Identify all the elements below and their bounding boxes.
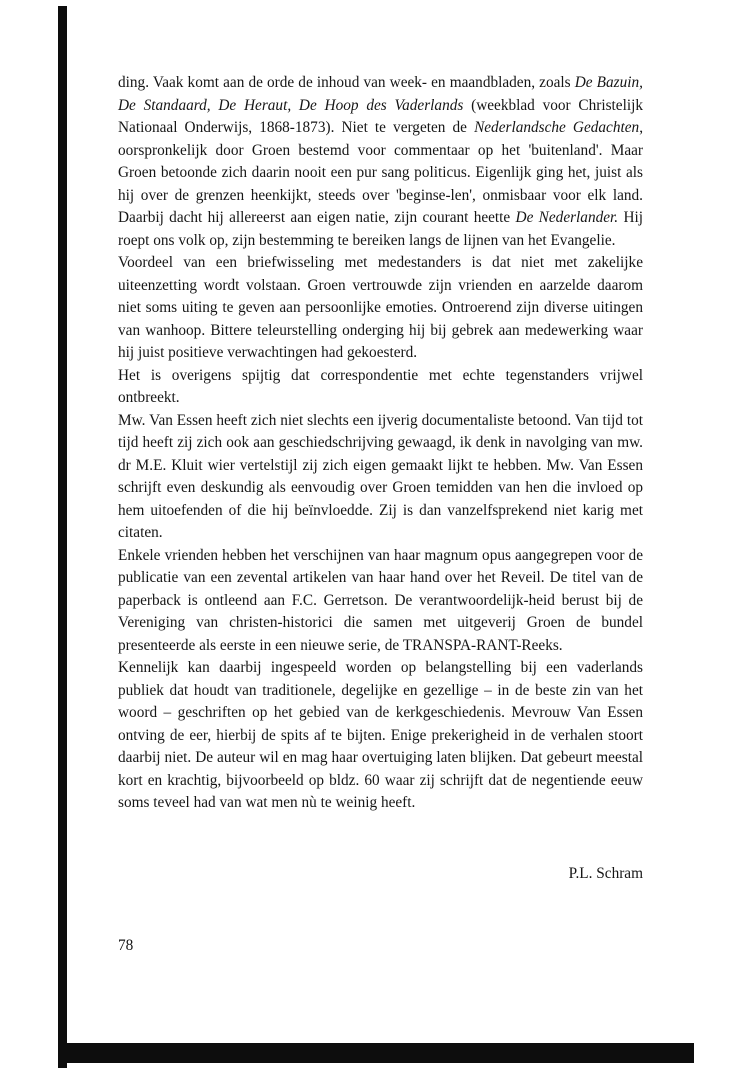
text-run: (weekblad voor Christelijk Nationaal Onderwijs, 1868-1873). Niet te vergeten de xyxy=(118,96,643,136)
paragraph xyxy=(118,365,643,410)
italic-title: Nederlandsche Gedachten xyxy=(474,119,640,136)
text-run: , oorspronkelijk door Groen bestemd voor commentaar op het 'buitenland'. Maar Groen betoonde zich daarin nooit een pur sang politicus. Eigenlijk ging het, juist als hij over de grenzen heenkijkt, steeds over 'beginse-len', onmisbaar voor elk land. Daarbij dacht hij allereerst aan eigen natie, zijn courant heette xyxy=(118,119,644,226)
paragraph xyxy=(118,657,643,815)
text-run: Enkele vrienden hebben het verschijnen van haar magnum opus aangegrepen voor de publicatie van een zevental artikelen van haar hand over het Reveil. De titel van de paperback is ontleend aan F.C. Gerretson. De verantwoordelijk-heid berust bij de Vereniging van christen-historici die samen met uitgeverij Groen de bundel presenteerde als eerste in een nieuwe serie, de TRANSPA-RANT-Reeks. xyxy=(118,546,643,654)
paragraph xyxy=(118,410,643,545)
text-run: Kennelijk kan daarbij ingespeeld worden op belangstelling bij een vaderlands publiek dat houdt van traditionele, degelijke en gezellige – in de beste zin van het woord – geschriften op het gebied van de kerkgeschiedenis. Mevrouw Van Essen ontving de eer, hierbij de spits af te bijten. Enige prekerigheid in de verhalen stoort daarbij niet. De auteur wil en mag haar overtuiging laten blijken. Dat gebeurt meestal kort en krachtig, bijvoorbeeld op bldz. 60 waar zij schrijft dat de negentiende eeuw soms teveel had van wat men nù te weinig heeft. xyxy=(118,659,643,811)
text-run: Voordeel van een briefwisseling met medestanders is dat niet met zakelijke uiteenzetting wordt volstaan. Groen vertrouwde zijn vrienden en aarzelde daarom niet soms uiting te geven aan persoonlijke emoties. Ontroerend zijn diverse uitingen van wanhoop. Bittere teleurstelling onderging hij bij gebrek aan medewerking waar hij juist positieve verwachtingen had gekoesterd. xyxy=(118,254,643,361)
italic-title: De Bazuin, De Standaard, De Heraut, De Hoop des Vaderlands xyxy=(118,74,644,114)
italic-title: De Nederlander. xyxy=(515,209,619,226)
scan-border-bottom xyxy=(58,1043,694,1063)
text-run: ding. Vaak komt aan de orde de inhoud van week- en maandbladen, zoals xyxy=(118,74,575,91)
article-body xyxy=(118,72,643,815)
page-number: 78 xyxy=(118,937,134,954)
scan-border-left xyxy=(58,6,67,1068)
paragraph xyxy=(118,252,643,365)
text-run: Hij roept ons volk op, zijn bestemming te bereiken langs de lijnen van het Evangelie. xyxy=(118,209,643,249)
text-run: Het is overigens spijtig dat correspondentie met echte tegenstanders vrijwel ontbreekt. xyxy=(118,366,643,406)
paragraph xyxy=(118,72,643,252)
author-signature: P.L. Schram xyxy=(568,865,643,882)
text-run: Mw. Van Essen heeft zich niet slechts een ijverig documentaliste betoond. Van tijd tot tijd heeft zij zich ook aan geschiedschrijving gewaagd, ik denk in navolging van mw. dr M.E. Kluit wier vertelstijl zij zich eigen gemaakt lijkt te hebben. Mw. Van Essen schrijft even deskundig als eenvoudig over Groen temidden van hen die invloed op hem uitoefenden of die hij beïnvloedde. Zij is dan vanzelfsprekend niet karig met citaten. xyxy=(118,411,643,541)
paragraph xyxy=(118,545,643,658)
